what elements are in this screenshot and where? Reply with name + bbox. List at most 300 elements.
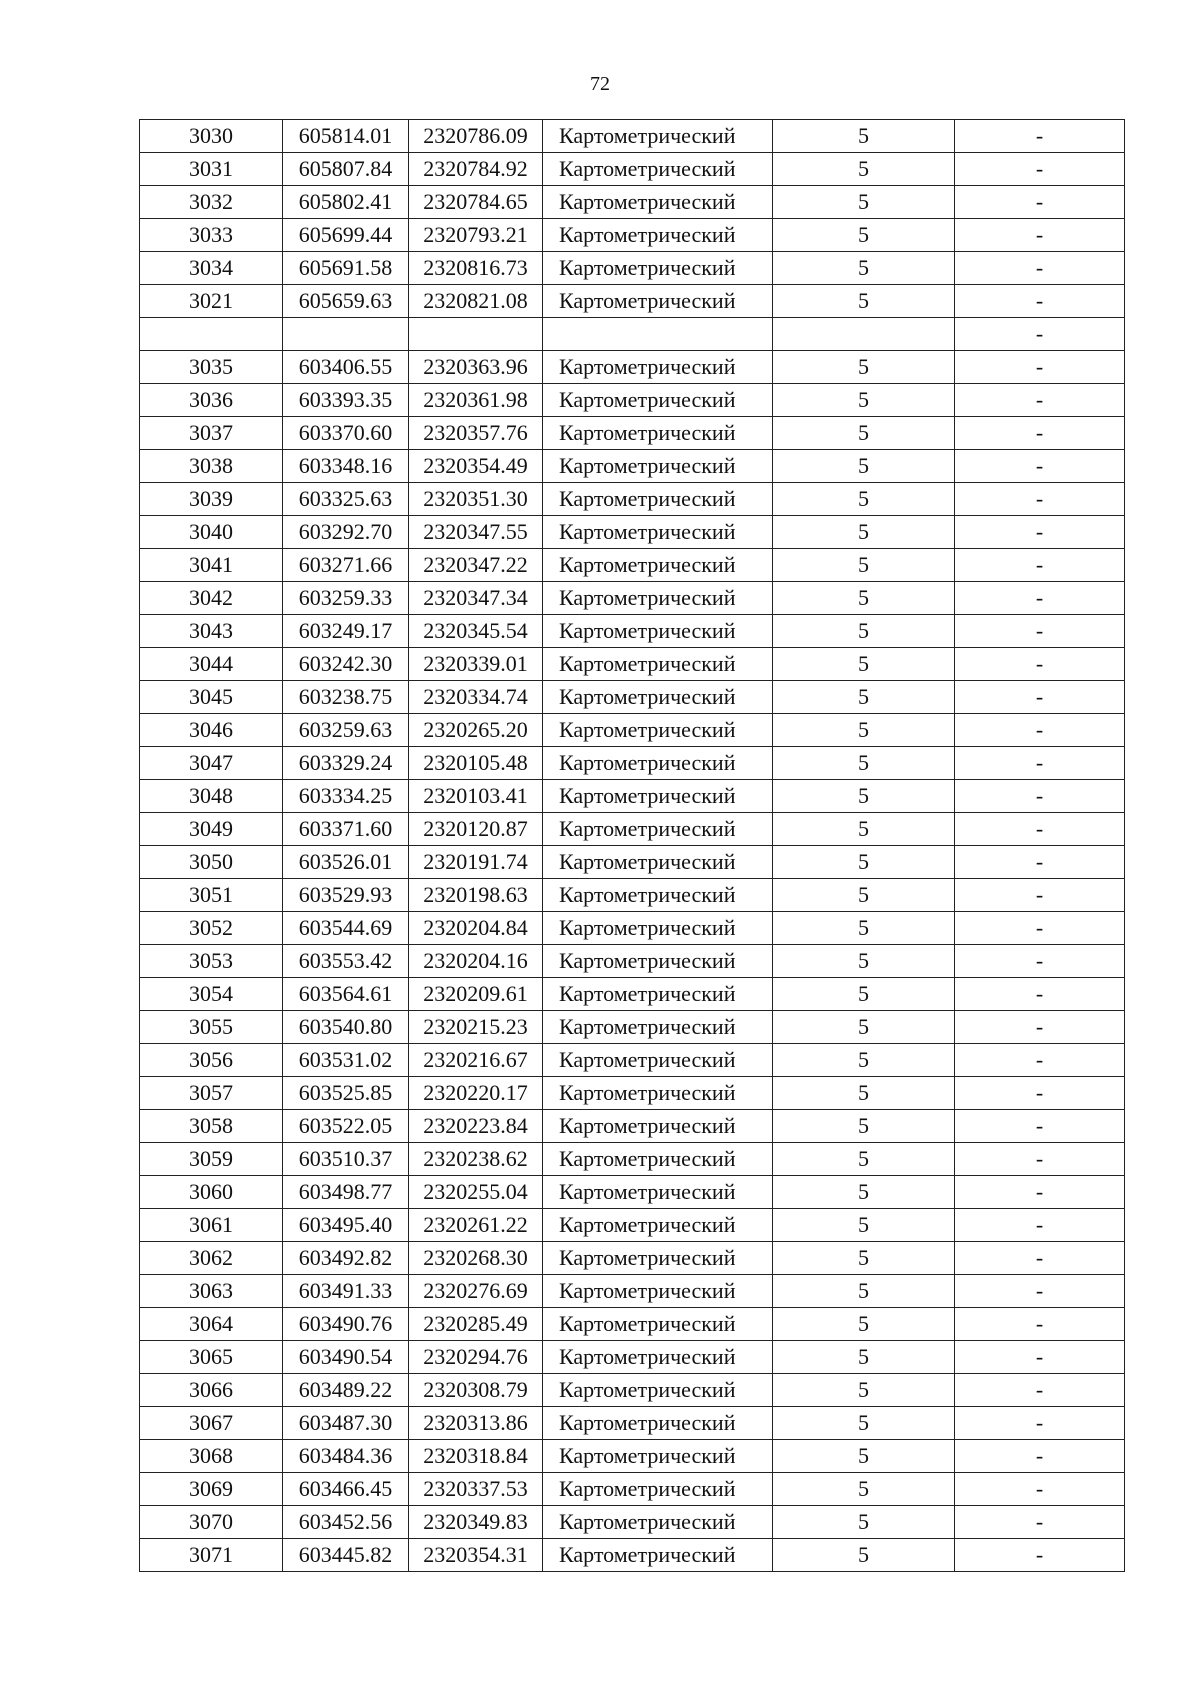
- method-cell: Картометрический: [543, 120, 773, 153]
- coordinate-y-cell: 2320198.63: [409, 879, 543, 912]
- accuracy-cell: 5: [773, 219, 955, 252]
- coordinate-y-cell: 2320313.86: [409, 1407, 543, 1440]
- table-row: [140, 1176, 1125, 1209]
- table-row: [140, 1011, 1125, 1044]
- point-number-cell: 3070: [140, 1506, 283, 1539]
- description-cell: -: [955, 747, 1125, 780]
- description-cell: -: [955, 483, 1125, 516]
- table-row: [140, 978, 1125, 1011]
- accuracy-cell: 5: [773, 285, 955, 318]
- method-cell: Картометрический: [543, 1044, 773, 1077]
- coordinate-y-cell: 2320191.74: [409, 846, 543, 879]
- accuracy-cell: 5: [773, 945, 955, 978]
- method-cell: Картометрический: [543, 945, 773, 978]
- accuracy-cell: 5: [773, 549, 955, 582]
- accuracy-cell: 5: [773, 978, 955, 1011]
- coordinate-y-cell: 2320363.96: [409, 351, 543, 384]
- description-cell: -: [955, 351, 1125, 384]
- method-cell: Картометрический: [543, 516, 773, 549]
- table-row: [140, 1143, 1125, 1176]
- table-row: [140, 912, 1125, 945]
- accuracy-cell: 5: [773, 1242, 955, 1275]
- method-cell: Картометрический: [543, 483, 773, 516]
- accuracy-cell: 5: [773, 879, 955, 912]
- method-cell: Картометрический: [543, 549, 773, 582]
- point-number-cell: 3064: [140, 1308, 283, 1341]
- coordinate-y-cell: 2320821.08: [409, 285, 543, 318]
- point-number-cell: 3044: [140, 648, 283, 681]
- point-number-cell: 3051: [140, 879, 283, 912]
- table-row: [140, 648, 1125, 681]
- coordinate-x-cell: 603489.22: [283, 1374, 409, 1407]
- description-cell: -: [955, 1077, 1125, 1110]
- table-row: [140, 780, 1125, 813]
- coordinate-x-cell: 603525.85: [283, 1077, 409, 1110]
- point-number-cell: 3046: [140, 714, 283, 747]
- description-cell: -: [955, 1143, 1125, 1176]
- coordinate-y-cell: 2320308.79: [409, 1374, 543, 1407]
- coordinate-y-cell: 2320294.76: [409, 1341, 543, 1374]
- accuracy-cell: 5: [773, 912, 955, 945]
- point-number-cell: 3034: [140, 252, 283, 285]
- accuracy-cell: 5: [773, 714, 955, 747]
- coordinate-x-cell: 603238.75: [283, 681, 409, 714]
- method-cell: Картометрический: [543, 1209, 773, 1242]
- coordinate-y-cell: 2320223.84: [409, 1110, 543, 1143]
- coordinate-x-cell: 603466.45: [283, 1473, 409, 1506]
- coordinate-y-cell: 2320349.83: [409, 1506, 543, 1539]
- coordinate-y-cell: 2320347.55: [409, 516, 543, 549]
- accuracy-cell: 5: [773, 813, 955, 846]
- table-row: [140, 384, 1125, 417]
- accuracy-cell: 5: [773, 351, 955, 384]
- description-cell: -: [955, 714, 1125, 747]
- coordinate-y-cell: 2320268.30: [409, 1242, 543, 1275]
- table-row: [140, 681, 1125, 714]
- accuracy-cell: 5: [773, 417, 955, 450]
- method-cell: Картометрический: [543, 747, 773, 780]
- coordinate-x-cell: 603249.17: [283, 615, 409, 648]
- description-cell: -: [955, 1011, 1125, 1044]
- accuracy-cell: 5: [773, 1011, 955, 1044]
- method-cell: Картометрический: [543, 1341, 773, 1374]
- table-row: [140, 1341, 1125, 1374]
- coordinate-x-cell: 603348.16: [283, 450, 409, 483]
- point-number-cell: 3030: [140, 120, 283, 153]
- coordinate-x-cell: 603544.69: [283, 912, 409, 945]
- method-cell: Картометрический: [543, 1407, 773, 1440]
- table-row: [140, 1242, 1125, 1275]
- description-cell: -: [955, 450, 1125, 483]
- table-row: [140, 747, 1125, 780]
- coordinate-x-cell: 603491.33: [283, 1275, 409, 1308]
- accuracy-cell: 5: [773, 648, 955, 681]
- description-cell: -: [955, 285, 1125, 318]
- method-cell: Картометрический: [543, 351, 773, 384]
- table-row: [140, 714, 1125, 747]
- coordinate-x-cell: 603492.82: [283, 1242, 409, 1275]
- description-cell: -: [955, 1374, 1125, 1407]
- accuracy-cell: 5: [773, 1407, 955, 1440]
- description-cell: -: [955, 1473, 1125, 1506]
- description-cell: -: [955, 681, 1125, 714]
- method-cell: Картометрический: [543, 186, 773, 219]
- coordinate-y-cell: 2320105.48: [409, 747, 543, 780]
- description-cell: -: [955, 1209, 1125, 1242]
- coordinate-x-cell: 603242.30: [283, 648, 409, 681]
- method-cell: Картометрический: [543, 1506, 773, 1539]
- table-row: [140, 186, 1125, 219]
- table-row: [140, 252, 1125, 285]
- point-number-cell: 3047: [140, 747, 283, 780]
- coordinate-x-cell: [283, 318, 409, 351]
- accuracy-cell: 5: [773, 120, 955, 153]
- coordinate-y-cell: 2320255.04: [409, 1176, 543, 1209]
- table-row: [140, 846, 1125, 879]
- point-number-cell: 3045: [140, 681, 283, 714]
- method-cell: Картометрический: [543, 153, 773, 186]
- coordinate-y-cell: 2320238.62: [409, 1143, 543, 1176]
- table-row: [140, 1044, 1125, 1077]
- table-row: [140, 1506, 1125, 1539]
- description-cell: -: [955, 1044, 1125, 1077]
- description-cell: -: [955, 912, 1125, 945]
- coordinate-y-cell: 2320351.30: [409, 483, 543, 516]
- coordinate-y-cell: 2320361.98: [409, 384, 543, 417]
- point-number-cell: 3057: [140, 1077, 283, 1110]
- coordinate-x-cell: 603495.40: [283, 1209, 409, 1242]
- coordinate-x-cell: 603271.66: [283, 549, 409, 582]
- accuracy-cell: 5: [773, 1176, 955, 1209]
- accuracy-cell: 5: [773, 1077, 955, 1110]
- coordinate-x-cell: 603490.76: [283, 1308, 409, 1341]
- table-row: [140, 1110, 1125, 1143]
- accuracy-cell: 5: [773, 153, 955, 186]
- accuracy-cell: 5: [773, 1506, 955, 1539]
- description-cell: -: [955, 1242, 1125, 1275]
- table-row: [140, 879, 1125, 912]
- coordinate-x-cell: 603445.82: [283, 1539, 409, 1572]
- table-row: [140, 483, 1125, 516]
- description-cell: -: [955, 1407, 1125, 1440]
- description-cell: -: [955, 780, 1125, 813]
- coordinate-y-cell: 2320120.87: [409, 813, 543, 846]
- description-cell: -: [955, 153, 1125, 186]
- table-row: [140, 450, 1125, 483]
- accuracy-cell: 5: [773, 186, 955, 219]
- point-number-cell: 3065: [140, 1341, 283, 1374]
- point-number-cell: [140, 318, 283, 351]
- coordinate-y-cell: 2320265.20: [409, 714, 543, 747]
- method-cell: Картометрический: [543, 681, 773, 714]
- method-cell: Картометрический: [543, 1176, 773, 1209]
- accuracy-cell: 5: [773, 516, 955, 549]
- coordinate-y-cell: 2320103.41: [409, 780, 543, 813]
- accuracy-cell: 5: [773, 1308, 955, 1341]
- point-number-cell: 3042: [140, 582, 283, 615]
- table-row: [140, 1308, 1125, 1341]
- accuracy-cell: 5: [773, 1110, 955, 1143]
- method-cell: Картометрический: [543, 252, 773, 285]
- coordinate-x-cell: 603553.42: [283, 945, 409, 978]
- coordinate-x-cell: 605699.44: [283, 219, 409, 252]
- table-row: [140, 285, 1125, 318]
- point-number-cell: 3060: [140, 1176, 283, 1209]
- point-number-cell: 3061: [140, 1209, 283, 1242]
- point-number-cell: 3048: [140, 780, 283, 813]
- point-number-cell: 3066: [140, 1374, 283, 1407]
- method-cell: Картометрический: [543, 1011, 773, 1044]
- coordinate-y-cell: 2320220.17: [409, 1077, 543, 1110]
- accuracy-cell: 5: [773, 780, 955, 813]
- point-number-cell: 3068: [140, 1440, 283, 1473]
- table-row: [140, 549, 1125, 582]
- table-row: [140, 120, 1125, 153]
- method-cell: Картометрический: [543, 450, 773, 483]
- coordinate-x-cell: 603371.60: [283, 813, 409, 846]
- point-number-cell: 3050: [140, 846, 283, 879]
- point-number-cell: 3035: [140, 351, 283, 384]
- table-row: [140, 153, 1125, 186]
- coordinate-x-cell: 603526.01: [283, 846, 409, 879]
- point-number-cell: 3069: [140, 1473, 283, 1506]
- table-row: [140, 615, 1125, 648]
- coordinate-y-cell: 2320276.69: [409, 1275, 543, 1308]
- method-cell: Картометрический: [543, 1440, 773, 1473]
- point-number-cell: 3038: [140, 450, 283, 483]
- point-number-cell: 3054: [140, 978, 283, 1011]
- accuracy-cell: 5: [773, 1143, 955, 1176]
- description-cell: -: [955, 120, 1125, 153]
- table-row: [140, 1374, 1125, 1407]
- table-row: [140, 582, 1125, 615]
- point-number-cell: 3032: [140, 186, 283, 219]
- table-row: [140, 1209, 1125, 1242]
- point-number-cell: 3043: [140, 615, 283, 648]
- coordinate-y-cell: 2320215.23: [409, 1011, 543, 1044]
- coordinate-x-cell: 603490.54: [283, 1341, 409, 1374]
- point-number-cell: 3021: [140, 285, 283, 318]
- method-cell: Картометрический: [543, 1242, 773, 1275]
- coordinate-y-cell: 2320816.73: [409, 252, 543, 285]
- coordinate-x-cell: 603292.70: [283, 516, 409, 549]
- method-cell: Картометрический: [543, 1110, 773, 1143]
- coordinate-y-cell: 2320261.22: [409, 1209, 543, 1242]
- point-number-cell: 3052: [140, 912, 283, 945]
- table-row: [140, 351, 1125, 384]
- point-number-cell: 3059: [140, 1143, 283, 1176]
- method-cell: Картометрический: [543, 1539, 773, 1572]
- method-cell: Картометрический: [543, 780, 773, 813]
- description-cell: -: [955, 1176, 1125, 1209]
- coordinate-y-cell: 2320337.53: [409, 1473, 543, 1506]
- point-number-cell: 3049: [140, 813, 283, 846]
- table-row: [140, 417, 1125, 450]
- description-cell: -: [955, 384, 1125, 417]
- coordinate-x-cell: 605659.63: [283, 285, 409, 318]
- accuracy-cell: 5: [773, 846, 955, 879]
- accuracy-cell: 5: [773, 1440, 955, 1473]
- coordinate-x-cell: 603510.37: [283, 1143, 409, 1176]
- point-number-cell: 3039: [140, 483, 283, 516]
- method-cell: Картометрический: [543, 879, 773, 912]
- accuracy-cell: [773, 318, 955, 351]
- coordinate-x-cell: 603564.61: [283, 978, 409, 1011]
- point-number-cell: 3037: [140, 417, 283, 450]
- accuracy-cell: 5: [773, 1209, 955, 1242]
- coordinate-y-cell: 2320347.34: [409, 582, 543, 615]
- method-cell: Картометрический: [543, 1374, 773, 1407]
- description-cell: -: [955, 1275, 1125, 1308]
- table-row: [140, 1440, 1125, 1473]
- coordinate-y-cell: 2320216.67: [409, 1044, 543, 1077]
- method-cell: Картометрический: [543, 912, 773, 945]
- accuracy-cell: 5: [773, 450, 955, 483]
- table-row: [140, 1407, 1125, 1440]
- point-number-cell: 3058: [140, 1110, 283, 1143]
- coordinate-y-cell: 2320318.84: [409, 1440, 543, 1473]
- method-cell: Картометрический: [543, 1473, 773, 1506]
- coordinate-y-cell: 2320354.31: [409, 1539, 543, 1572]
- description-cell: -: [955, 516, 1125, 549]
- coordinate-x-cell: 603531.02: [283, 1044, 409, 1077]
- description-cell: -: [955, 846, 1125, 879]
- coordinate-y-cell: 2320339.01: [409, 648, 543, 681]
- coordinate-x-cell: 605691.58: [283, 252, 409, 285]
- coordinate-x-cell: 603329.24: [283, 747, 409, 780]
- table-row: [140, 1275, 1125, 1308]
- coordinate-x-cell: 603498.77: [283, 1176, 409, 1209]
- point-number-cell: 3056: [140, 1044, 283, 1077]
- method-cell: Картометрический: [543, 846, 773, 879]
- coordinate-x-cell: 603259.33: [283, 582, 409, 615]
- coordinates-table: [139, 119, 1125, 1572]
- coordinate-x-cell: 603529.93: [283, 879, 409, 912]
- coordinate-y-cell: 2320285.49: [409, 1308, 543, 1341]
- point-number-cell: 3031: [140, 153, 283, 186]
- table-row: [140, 813, 1125, 846]
- description-cell: -: [955, 1110, 1125, 1143]
- description-cell: -: [955, 813, 1125, 846]
- point-number-cell: 3041: [140, 549, 283, 582]
- coordinate-x-cell: 603484.36: [283, 1440, 409, 1473]
- table-row: [140, 1077, 1125, 1110]
- description-cell: -: [955, 1341, 1125, 1374]
- coordinate-x-cell: 605807.84: [283, 153, 409, 186]
- accuracy-cell: 5: [773, 1341, 955, 1374]
- method-cell: Картометрический: [543, 813, 773, 846]
- accuracy-cell: 5: [773, 483, 955, 516]
- accuracy-cell: 5: [773, 582, 955, 615]
- accuracy-cell: 5: [773, 1275, 955, 1308]
- table-row: [140, 945, 1125, 978]
- page-number: 72: [590, 73, 610, 95]
- coordinate-x-cell: 603406.55: [283, 351, 409, 384]
- method-cell: Картометрический: [543, 582, 773, 615]
- coordinate-x-cell: 603540.80: [283, 1011, 409, 1044]
- coordinate-x-cell: 603393.35: [283, 384, 409, 417]
- coordinate-x-cell: 603370.60: [283, 417, 409, 450]
- accuracy-cell: 5: [773, 615, 955, 648]
- description-cell: -: [955, 549, 1125, 582]
- coordinate-x-cell: 605814.01: [283, 120, 409, 153]
- coordinate-x-cell: 603452.56: [283, 1506, 409, 1539]
- coordinate-y-cell: 2320347.22: [409, 549, 543, 582]
- table-row: [140, 1473, 1125, 1506]
- coordinate-x-cell: 603522.05: [283, 1110, 409, 1143]
- method-cell: Картометрический: [543, 384, 773, 417]
- description-cell: -: [955, 879, 1125, 912]
- coordinate-y-cell: 2320204.84: [409, 912, 543, 945]
- description-cell: -: [955, 318, 1125, 351]
- accuracy-cell: 5: [773, 384, 955, 417]
- description-cell: -: [955, 1539, 1125, 1572]
- method-cell: [543, 318, 773, 351]
- point-number-cell: 3067: [140, 1407, 283, 1440]
- method-cell: Картометрический: [543, 219, 773, 252]
- description-cell: -: [955, 1308, 1125, 1341]
- coordinate-y-cell: 2320357.76: [409, 417, 543, 450]
- description-cell: -: [955, 252, 1125, 285]
- method-cell: Картометрический: [543, 615, 773, 648]
- method-cell: Картометрический: [543, 1143, 773, 1176]
- description-cell: -: [955, 582, 1125, 615]
- table-row: [140, 318, 1125, 351]
- point-number-cell: 3033: [140, 219, 283, 252]
- coordinate-y-cell: 2320209.61: [409, 978, 543, 1011]
- accuracy-cell: 5: [773, 681, 955, 714]
- description-cell: -: [955, 1506, 1125, 1539]
- method-cell: Картометрический: [543, 1275, 773, 1308]
- method-cell: Картометрический: [543, 978, 773, 1011]
- coordinate-y-cell: 2320793.21: [409, 219, 543, 252]
- coordinates-table-body: [140, 120, 1125, 1572]
- coordinate-x-cell: 603259.63: [283, 714, 409, 747]
- coordinate-x-cell: 603487.30: [283, 1407, 409, 1440]
- description-cell: -: [955, 978, 1125, 1011]
- point-number-cell: 3055: [140, 1011, 283, 1044]
- point-number-cell: 3063: [140, 1275, 283, 1308]
- coordinate-y-cell: 2320345.54: [409, 615, 543, 648]
- table-row: [140, 219, 1125, 252]
- coordinate-x-cell: 603325.63: [283, 483, 409, 516]
- accuracy-cell: 5: [773, 747, 955, 780]
- coordinate-y-cell: 2320784.65: [409, 186, 543, 219]
- coordinate-x-cell: 603334.25: [283, 780, 409, 813]
- description-cell: -: [955, 417, 1125, 450]
- coordinate-y-cell: 2320334.74: [409, 681, 543, 714]
- accuracy-cell: 5: [773, 252, 955, 285]
- description-cell: -: [955, 615, 1125, 648]
- coordinate-x-cell: 605802.41: [283, 186, 409, 219]
- point-number-cell: 3036: [140, 384, 283, 417]
- table-row: [140, 1539, 1125, 1572]
- method-cell: Картометрический: [543, 714, 773, 747]
- coordinate-y-cell: 2320204.16: [409, 945, 543, 978]
- method-cell: Картометрический: [543, 648, 773, 681]
- description-cell: -: [955, 1440, 1125, 1473]
- method-cell: Картометрический: [543, 417, 773, 450]
- method-cell: Картометрический: [543, 1308, 773, 1341]
- coordinate-y-cell: 2320354.49: [409, 450, 543, 483]
- description-cell: -: [955, 945, 1125, 978]
- coordinate-y-cell: 2320784.92: [409, 153, 543, 186]
- method-cell: Картометрический: [543, 1077, 773, 1110]
- method-cell: Картометрический: [543, 285, 773, 318]
- description-cell: -: [955, 648, 1125, 681]
- point-number-cell: 3062: [140, 1242, 283, 1275]
- accuracy-cell: 5: [773, 1374, 955, 1407]
